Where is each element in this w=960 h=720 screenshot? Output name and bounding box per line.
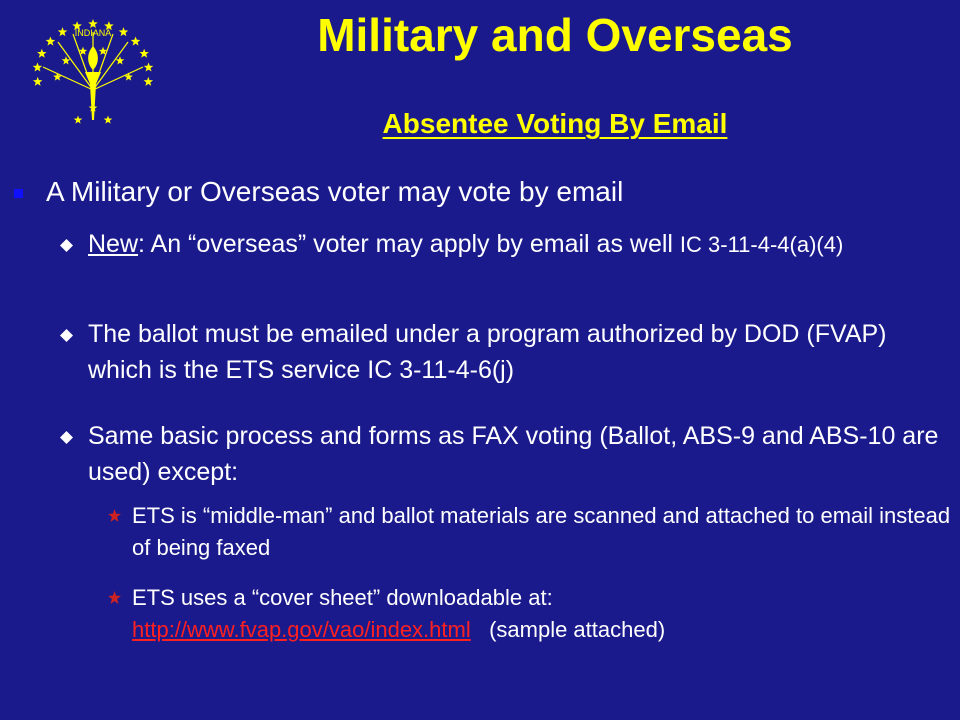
diamond-bullet-icon — [60, 431, 73, 444]
sub-sub-bullet-text: ETS is “middle-man” and ballot materials are scanned and attached to email instead of being faxed — [132, 503, 951, 560]
star-bullet-icon — [108, 509, 121, 522]
bullet-level1 — [46, 174, 940, 210]
diamond-bullet-icon — [60, 329, 73, 342]
sub-bullet-3 — [88, 418, 946, 490]
sub-sub-bullet-1 — [132, 500, 956, 564]
slide-title: Military and Overseas — [317, 9, 793, 61]
ic-reference: IC 3-11-4-4(a)(4) — [679, 232, 844, 257]
indiana-torch-stars-icon — [28, 12, 158, 130]
sub-bullet-text: : An “overseas” voter may apply by email as well — [138, 230, 680, 258]
star-bullet-icon — [108, 591, 121, 604]
sub-sub-bullet-2 — [132, 582, 956, 646]
sub-bullet-2 — [88, 316, 946, 388]
new-label: New — [88, 230, 139, 258]
bullet-text: A Military or Overseas voter may vote by email — [46, 176, 624, 207]
sub-bullet-1 — [88, 226, 946, 263]
sub-bullet-text: The ballot must be emailed under a program authorized by DOD (FVAP) which is the ETS service IC 3-11-4-6(j) — [88, 320, 887, 384]
slide-subtitle: Absentee Voting By Email — [382, 108, 728, 139]
square-bullet-icon — [14, 189, 23, 198]
fvap-link[interactable]: http://www.fvap.gov/vao/index.html — [132, 617, 471, 642]
sub-bullet-text: Same basic process and forms as FAX voting (Ballot, ABS-9 and ABS-10 are used) except: — [88, 422, 939, 486]
sample-note: (sample attached) — [470, 617, 666, 642]
svg-text:INDIANA: INDIANA — [74, 28, 112, 38]
sub-sub-bullet-text: ETS uses a “cover sheet” downloadable at: — [132, 585, 553, 610]
diamond-bullet-icon — [60, 239, 73, 252]
